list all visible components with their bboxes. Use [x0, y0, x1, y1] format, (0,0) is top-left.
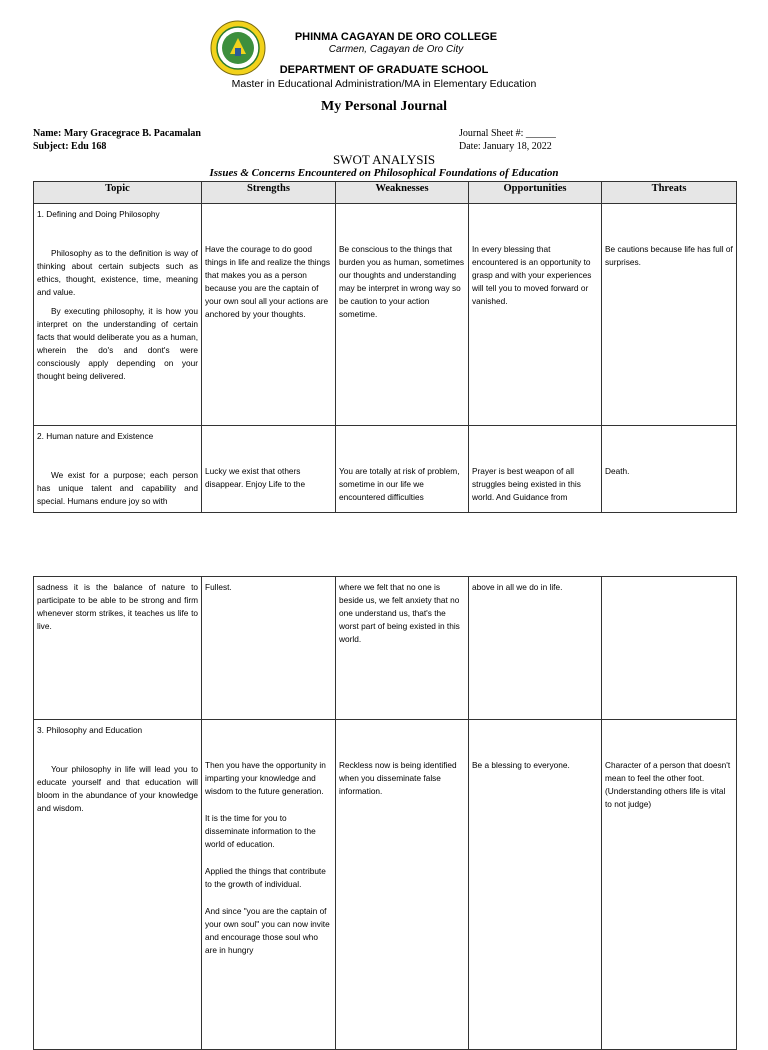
table-header-row	[34, 182, 737, 204]
row3-topic-heading: 3. Philosophy and Education	[37, 725, 143, 735]
row2-opportunities-text: Prayer is best weapon of all struggles being existed in this world. And Guidance from	[472, 466, 581, 502]
header-threats: Threats	[602, 182, 737, 204]
row2-cont-topic-cell	[34, 577, 202, 720]
row1-weaknesses-text: Be conscious to the things that burden you as human, sometimes our thoughts and understanding may be interpret in wrong way so be caution to your action sometime.	[339, 244, 464, 319]
row3-opportunities-cell	[469, 720, 602, 1050]
row2-weaknesses-text: You are totally at risk of problem, sometime in our life we encountered difficulties	[339, 466, 460, 502]
row1-topic-paragraph-2: By executing philosophy, it is how you interpret on the understanding of certain facts that would deliberate you as a human, wherein the do's and dont's were consciously apply depending on your thought being delivered.	[37, 306, 198, 381]
row1-strengths-cell	[202, 204, 336, 426]
row3-threats-text: Character of a person that doesn't mean to feel the other foot. (Understanding others life is vital to not judge)	[605, 760, 731, 809]
row2-cont-opportunities-cell	[469, 577, 602, 720]
header-opportunities: Opportunities	[469, 182, 602, 204]
row3-strengths-text-2: It is the time for you to disseminate information to the world of education.	[205, 813, 316, 849]
table-row	[34, 577, 737, 720]
row1-topic-paragraph-1: Philosophy as to the definition is way of thinking about certain subjects such as ethics, thought, existence, time, meaning and value.	[37, 248, 198, 297]
journal-sheet-line: Journal Sheet #: ______	[459, 128, 556, 139]
row2-strengths-cell	[202, 426, 336, 513]
row2-topic-text: We exist for a purpose; each person has unique talent and capability and special. Humans endure joy so with	[37, 470, 198, 506]
swot-subtitle: Issues & Concerns Encountered on Philosophical Foundations of Education	[209, 167, 559, 179]
row2-weaknesses-cell	[336, 426, 469, 513]
row1-strengths-text: Have the courage to do good things in life and realize the things that makes you as a person because you are the captain of your own soul all your actions are anchored by your thoughts.	[205, 244, 330, 319]
row1-threats-text: Be cautions because life has full of surprises.	[605, 244, 733, 267]
student-name: Name: Mary Gracegrace B. Pacamalan	[33, 128, 201, 139]
row2-cont-threats-cell	[602, 577, 737, 720]
row2-opportunities-cell	[469, 426, 602, 513]
row3-strengths-text-4: And since "you are the captain of your own soul" you can now invite and encourage those soul who are in hungry	[205, 906, 330, 955]
row2-strengths-text: Lucky we exist that others disappear. Enjoy Life to the	[205, 466, 306, 489]
header-topic: Topic	[34, 182, 202, 204]
row2-cont-strengths-text: Fullest.	[205, 582, 232, 592]
row3-strengths-text-3: Applied the things that contribute to the growth of individual.	[205, 866, 326, 889]
row1-weaknesses-cell	[336, 204, 469, 426]
row3-opportunities-text: Be a blessing to everyone.	[472, 760, 570, 770]
row2-cont-weaknesses-text: where we felt that no one is beside us, we felt anxiety that no one understand us, that's the worst part of being existed in this world.	[339, 582, 460, 644]
table-row	[34, 720, 737, 1050]
row3-weaknesses-text: Reckless now is being identified when you disseminate false information.	[339, 760, 457, 796]
row3-topic-text: Your philosophy in life will lead you to educate yourself and that education will bloom in the abundance of your knowledge and wisdom.	[37, 764, 198, 813]
swot-table	[33, 181, 737, 513]
date-line: Date: January 18, 2022	[459, 141, 552, 152]
table-row	[34, 426, 737, 513]
header-weaknesses: Weaknesses	[336, 182, 469, 204]
row2-threats-text: Death.	[605, 466, 630, 476]
row2-topic-cell	[34, 426, 202, 513]
row2-cont-topic-text: sadness it is the balance of nature to participate to be able to be strong and firm whenever storm strikes, it teaches us life to live.	[37, 582, 198, 631]
row3-strengths-cell	[202, 720, 336, 1050]
row2-topic-heading: 2. Human nature and Existence	[37, 431, 154, 441]
row1-topic-heading: 1. Defining and Doing Philosophy	[37, 209, 160, 219]
swot-title: SWOT ANALYSIS	[332, 152, 436, 167]
table-row	[34, 204, 737, 426]
row3-topic-cell	[34, 720, 202, 1050]
college-address: Carmen, Cagayan de Oro City	[328, 44, 464, 55]
row2-cont-strengths-cell	[202, 577, 336, 720]
row3-threats-cell	[602, 720, 737, 1050]
row3-weaknesses-cell	[336, 720, 469, 1050]
row1-opportunities-text: In every blessing that encountered is an opportunity to grasp and with your experiences will tell you to moved forward or vanished.	[472, 244, 592, 306]
program-name: Master in Educational Administration/MA in Elementary Education	[231, 78, 537, 90]
journal-title: My Personal Journal	[321, 99, 447, 114]
college-name: PHINMA CAGAYAN DE ORO COLLEGE	[294, 31, 498, 43]
department-name: DEPARTMENT OF GRADUATE SCHOOL	[279, 64, 489, 76]
swot-table-continued	[33, 576, 737, 1050]
row1-opportunities-cell	[469, 204, 602, 426]
row3-strengths-text-1: Then you have the opportunity in imparting your knowledge and wisdom to the future generation.	[205, 760, 326, 796]
header-strengths: Strengths	[202, 182, 336, 204]
subject-line: Subject: Edu 168	[33, 141, 107, 152]
row1-threats-cell	[602, 204, 737, 426]
row2-threats-cell	[602, 426, 737, 513]
row1-topic-cell	[34, 204, 202, 426]
row2-cont-opportunities-text: above in all we do in life.	[472, 582, 563, 592]
row2-cont-weaknesses-cell	[336, 577, 469, 720]
